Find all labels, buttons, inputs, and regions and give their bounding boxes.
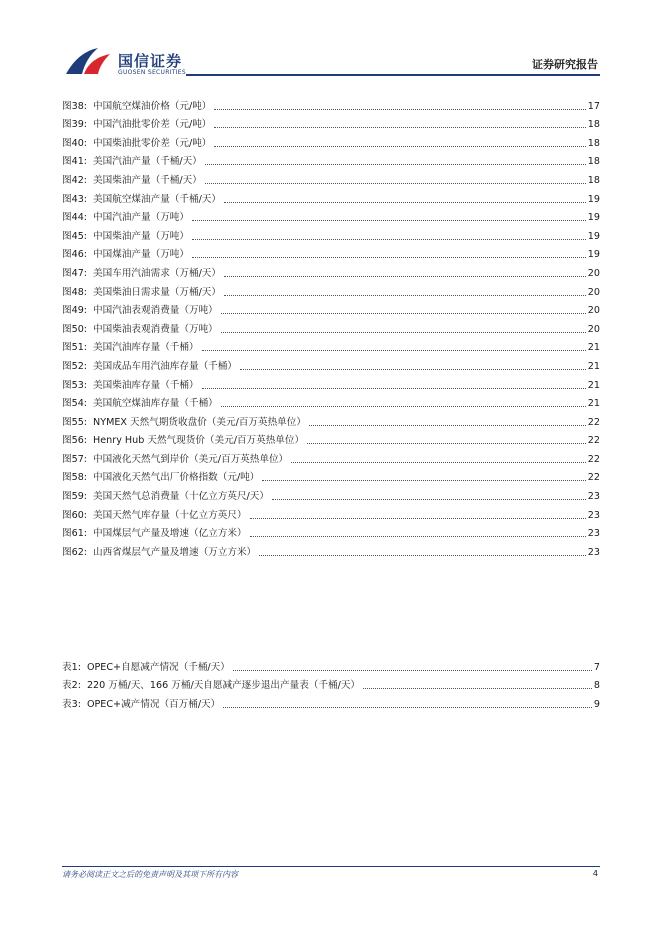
figure-toc-entry[interactable] bbox=[62, 466, 600, 485]
toc-entry-page: 23 bbox=[587, 509, 600, 521]
toc-entry-label: 图44: bbox=[62, 212, 88, 224]
toc-entry-page: 20 bbox=[587, 323, 600, 335]
figure-toc-entry[interactable] bbox=[62, 131, 600, 150]
toc-entry-title: 山西省煤层气产量及增速（万立方米） bbox=[93, 546, 257, 558]
toc-entry-title: 中国汽油产量（万吨） bbox=[93, 212, 189, 224]
toc-entry-label: 图40: bbox=[62, 137, 88, 149]
brand-name: 国信证券 bbox=[118, 52, 183, 70]
brand-name-english: GUOSEN SECURITIES bbox=[118, 69, 187, 76]
toc-leader-dots bbox=[262, 479, 585, 481]
toc-entry-title: 中国汽油批零价差（元/吨） bbox=[93, 119, 212, 131]
figure-toc-entry[interactable] bbox=[62, 540, 600, 559]
toc-entry-page: 22 bbox=[587, 453, 600, 465]
toc-entry-title: 美国航空煤油库存量（千桶） bbox=[93, 398, 218, 410]
figure-toc-entry[interactable] bbox=[62, 243, 600, 262]
toc-leader-dots bbox=[224, 275, 586, 277]
toc-entry-label: 图56: bbox=[62, 435, 88, 447]
toc-entry-title: 中国液化天然气到岸价（美元/百万英热单位） bbox=[93, 453, 289, 465]
toc-entry-page: 20 bbox=[587, 305, 600, 317]
figure-toc-entry[interactable] bbox=[62, 503, 600, 522]
toc-entry-label: 图47: bbox=[62, 267, 88, 279]
toc-entry-label: 图42: bbox=[62, 174, 88, 186]
toc-entry-label: 表2: bbox=[62, 680, 81, 692]
toc-entry-page: 23 bbox=[587, 528, 600, 540]
toc-entry-page: 21 bbox=[587, 342, 600, 354]
toc-entry-page: 20 bbox=[587, 267, 600, 279]
toc-entry-title: 中国航空煤油价格（元/吨） bbox=[93, 100, 212, 112]
toc-entry-page: 22 bbox=[587, 416, 600, 428]
toc-entry-page: 19 bbox=[587, 230, 600, 242]
toc-leader-dots bbox=[224, 294, 586, 296]
toc-entry-label: 图61: bbox=[62, 528, 88, 540]
toc-entry-page: 19 bbox=[587, 212, 600, 224]
toc-leader-dots bbox=[272, 498, 586, 500]
toc-leader-dots bbox=[221, 331, 586, 333]
figure-toc-entry[interactable] bbox=[62, 187, 600, 206]
toc-leader-dots bbox=[240, 368, 586, 370]
toc-entry-label: 表3: bbox=[62, 698, 81, 710]
table-list bbox=[62, 655, 600, 711]
figure-toc-entry[interactable] bbox=[62, 113, 600, 132]
toc-entry-page: 8 bbox=[593, 680, 600, 692]
toc-entry-label: 图43: bbox=[62, 193, 88, 205]
toc-leader-dots bbox=[233, 669, 592, 671]
toc-leader-dots bbox=[205, 163, 586, 165]
figure-toc-entry[interactable] bbox=[62, 484, 600, 503]
toc-entry-page: 21 bbox=[587, 360, 600, 372]
guosen-logo-icon bbox=[64, 44, 114, 78]
toc-entry-label: 图53: bbox=[62, 379, 88, 391]
toc-entry-title: 美国天然气库存量（十亿立方英尺） bbox=[93, 509, 247, 521]
toc-entry-label: 图57: bbox=[62, 453, 88, 465]
toc-entry-page: 21 bbox=[587, 398, 600, 410]
toc-entry-page: 18 bbox=[587, 119, 600, 131]
toc-entry-label: 图45: bbox=[62, 230, 88, 242]
toc-entry-label: 图60: bbox=[62, 509, 88, 521]
toc-entry-title: 中国柴油产量（万吨） bbox=[93, 230, 189, 242]
toc-entry-page: 23 bbox=[587, 491, 600, 503]
toc-leader-dots bbox=[309, 424, 586, 426]
toc-entry-title: NYMEX 天然气期货收盘价（美元/百万英热单位） bbox=[93, 416, 306, 428]
toc-entry-title: 美国车用汽油需求（万桶/天） bbox=[93, 267, 221, 279]
figure-toc-entry[interactable] bbox=[62, 317, 600, 336]
toc-entry-label: 图52: bbox=[62, 360, 88, 372]
toc-entry-page: 9 bbox=[593, 698, 600, 710]
toc-leader-dots bbox=[214, 126, 585, 128]
figure-toc-entry[interactable] bbox=[62, 150, 600, 169]
figure-toc-entry[interactable] bbox=[62, 522, 600, 541]
figure-toc-entry[interactable] bbox=[62, 336, 600, 355]
toc-leader-dots bbox=[291, 461, 586, 463]
toc-entry-label: 图46: bbox=[62, 249, 88, 261]
toc-entry-title: 中国煤层气产量及增速（亿立方米） bbox=[93, 528, 247, 540]
figure-toc-entry[interactable] bbox=[62, 261, 600, 280]
toc-entry-title: 美国柴油产量（千桶/天） bbox=[93, 174, 202, 186]
toc-entry-label: 表1: bbox=[62, 661, 81, 673]
toc-leader-dots bbox=[363, 687, 592, 689]
toc-leader-dots bbox=[205, 182, 586, 184]
toc-leader-dots bbox=[202, 387, 586, 389]
figure-toc-entry[interactable] bbox=[62, 206, 600, 225]
toc-leader-dots bbox=[223, 706, 592, 708]
toc-entry-title: 美国柴油日需求量（万桶/天） bbox=[93, 286, 221, 298]
toc-leader-dots bbox=[250, 535, 586, 537]
toc-entry-label: 图39: bbox=[62, 119, 88, 131]
toc-entry-label: 图38: bbox=[62, 100, 88, 112]
toc-entry-page: 18 bbox=[587, 174, 600, 186]
figure-list bbox=[62, 94, 600, 559]
toc-entry-title: 美国汽油库存量（千桶） bbox=[93, 342, 199, 354]
toc-entry-label: 图62: bbox=[62, 546, 88, 558]
toc-entry-page: 21 bbox=[587, 379, 600, 391]
toc-entry-title: 美国柴油库存量（千桶） bbox=[93, 379, 199, 391]
toc-entry-title: OPEC+减产情况（百万桶/天） bbox=[86, 698, 221, 710]
toc-leader-dots bbox=[202, 349, 586, 351]
toc-entry-title: 中国煤油产量（万吨） bbox=[93, 249, 189, 261]
toc-entry-page: 7 bbox=[593, 661, 600, 673]
toc-entry-label: 图48: bbox=[62, 286, 88, 298]
toc-entry-title: 220 万桶/天、166 万桶/天自愿减产逐步退出产量表（千桶/天） bbox=[86, 680, 361, 692]
toc-entry-label: 图54: bbox=[62, 398, 88, 410]
toc-entry-page: 22 bbox=[587, 435, 600, 447]
figure-toc-entry[interactable] bbox=[62, 224, 600, 243]
toc-leader-dots bbox=[259, 554, 586, 556]
toc-entry-label: 图51: bbox=[62, 342, 88, 354]
toc-entry-label: 图49: bbox=[62, 305, 88, 317]
figure-toc-entry[interactable] bbox=[62, 168, 600, 187]
toc-entry-page: 18 bbox=[587, 156, 600, 168]
toc-entry-label: 图59: bbox=[62, 491, 88, 503]
toc-entry-title: 美国成品车用汽油库存量（千桶） bbox=[93, 360, 237, 372]
report-type: 证券研究报告 bbox=[532, 58, 598, 71]
toc-entry-page: 19 bbox=[587, 193, 600, 205]
toc-entry-title: 中国柴油表观消费量（万吨） bbox=[93, 323, 218, 335]
toc-entry-title: 美国汽油产量（千桶/天） bbox=[93, 156, 202, 168]
toc-entry-title: 中国柴油批零价差（元/吨） bbox=[93, 137, 212, 149]
toc-entry-page: 23 bbox=[587, 546, 600, 558]
toc-leader-dots bbox=[192, 256, 586, 258]
figure-toc-entry[interactable] bbox=[62, 429, 600, 448]
toc-entry-label: 图55: bbox=[62, 416, 88, 428]
table-toc-entry[interactable] bbox=[62, 674, 600, 693]
figure-toc-entry[interactable] bbox=[62, 373, 600, 392]
figure-toc-entry[interactable] bbox=[62, 280, 600, 299]
toc-entry-title: 美国天然气总消费量（十亿立方英尺/天） bbox=[93, 491, 269, 503]
toc-leader-dots bbox=[307, 442, 586, 444]
figure-toc-entry[interactable] bbox=[62, 299, 600, 318]
page-header bbox=[0, 0, 662, 80]
page-number: 4 bbox=[592, 869, 598, 878]
figure-toc-entry[interactable] bbox=[62, 94, 600, 113]
table-toc-entry[interactable] bbox=[62, 655, 600, 674]
toc-leader-dots bbox=[214, 145, 585, 147]
toc-leader-dots bbox=[224, 201, 586, 203]
toc-leader-dots bbox=[192, 219, 586, 221]
toc-entry-title: 中国汽油表观消费量（万吨） bbox=[93, 305, 218, 317]
toc-entry-title: 中国液化天然气出厂价格指数（元/吨） bbox=[93, 472, 260, 484]
toc-leader-dots bbox=[214, 108, 585, 110]
figure-toc-entry[interactable] bbox=[62, 447, 600, 466]
toc-entry-title: OPEC+自愿减产情况（千桶/天） bbox=[86, 661, 230, 673]
toc-entry-page: 18 bbox=[587, 137, 600, 149]
toc-entry-page: 19 bbox=[587, 249, 600, 261]
figure-toc-entry[interactable] bbox=[62, 410, 600, 429]
figure-toc-entry[interactable] bbox=[62, 354, 600, 373]
toc-leader-dots bbox=[221, 312, 586, 314]
toc-entry-title: Henry Hub 天然气现货价（美元/百万英热单位） bbox=[93, 435, 305, 447]
header-divider bbox=[186, 74, 600, 76]
toc-entry-page: 22 bbox=[587, 472, 600, 484]
toc-leader-dots bbox=[192, 238, 586, 240]
footer-divider bbox=[62, 866, 600, 867]
toc-entry-label: 图50: bbox=[62, 323, 88, 335]
table-toc-entry[interactable] bbox=[62, 692, 600, 711]
toc-entry-page: 17 bbox=[587, 100, 600, 112]
toc-entry-label: 图41: bbox=[62, 156, 88, 168]
toc-entry-page: 20 bbox=[587, 286, 600, 298]
toc-entry-label: 图58: bbox=[62, 472, 88, 484]
toc-leader-dots bbox=[221, 405, 586, 407]
toc-leader-dots bbox=[250, 517, 586, 519]
toc-entry-title: 美国航空煤油产量（千桶/天） bbox=[93, 193, 221, 205]
footer-disclaimer: 请务必阅读正文之后的免责声明及其项下所有内容 bbox=[62, 870, 238, 879]
figure-toc-entry[interactable] bbox=[62, 392, 600, 411]
